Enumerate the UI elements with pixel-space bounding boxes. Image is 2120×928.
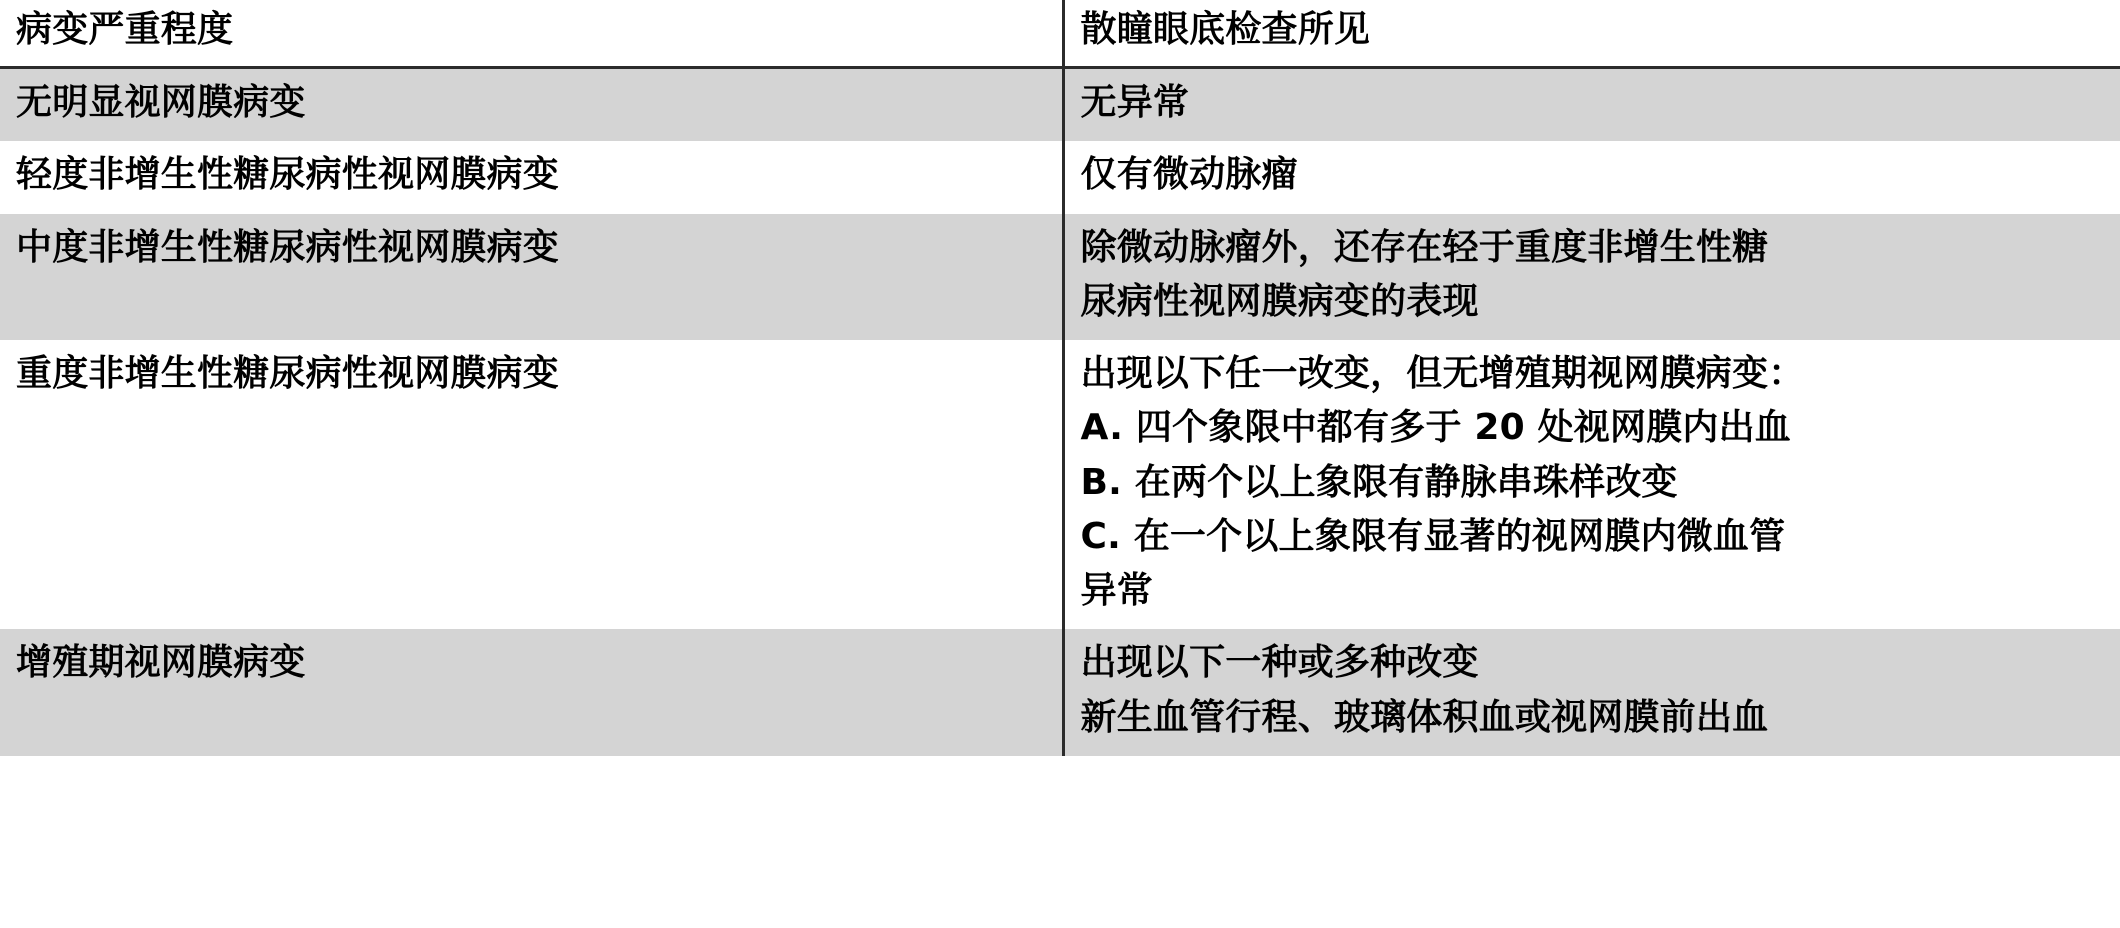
severity-line: 重度非增生性糖尿病性视网膜病变: [16, 353, 560, 395]
findings-line: C. 在一个以上象限有显著的视网膜内微血管: [1080, 515, 1786, 557]
cell-severity: [0, 214, 1063, 340]
cell-findings: [1063, 340, 2120, 629]
findings-line: 异常: [1080, 570, 1153, 612]
severity-line: 轻度非增生性糖尿病性视网膜病变: [16, 154, 560, 196]
severity-line: 中度非增生性糖尿病性视网膜病变: [16, 226, 560, 268]
cell-severity: [0, 68, 1063, 142]
findings-line: 新生血管行程、玻璃体积血或视网膜前出血: [1080, 696, 1769, 738]
cell-findings: [1063, 214, 2120, 340]
findings-line: A. 四个象限中都有多于 20 处视网膜内出血: [1080, 407, 1792, 449]
findings-line: 出现以下任一改变，但无增殖期视网膜病变：: [1080, 353, 1805, 395]
severity-line: 增殖期视网膜病变: [16, 642, 306, 684]
column-header-findings: [1063, 0, 2120, 68]
findings-line: 无异常: [1080, 82, 1190, 124]
findings-line: 除微动脉瘤外，还存在轻于重度非增生性糖: [1080, 226, 1769, 268]
table-header-row: [0, 0, 2120, 68]
table-row: [0, 141, 2120, 213]
findings-line: B. 在两个以上象限有静脉串珠样改变: [1080, 461, 1678, 503]
column-header-severity: [0, 0, 1063, 68]
cell-findings: [1063, 68, 2120, 142]
findings-line: 仅有微动脉瘤: [1080, 154, 1298, 196]
table-row: [0, 340, 2120, 629]
findings-line: 出现以下一种或多种改变: [1080, 642, 1479, 684]
cell-severity: [0, 340, 1063, 629]
column-header-findings-text: 散瞳眼底检查所见: [1080, 9, 1371, 50]
table-row: [0, 629, 2120, 755]
table-row: [0, 214, 2120, 340]
findings-line: 尿病性视网膜病变的表现: [1080, 280, 1479, 322]
severity-line: 无明显视网膜病变: [16, 82, 306, 124]
column-header-severity-text: 病变严重程度: [16, 9, 234, 50]
cell-findings: [1063, 141, 2120, 213]
table-row: [0, 68, 2120, 142]
cell-findings: [1063, 629, 2120, 755]
cell-severity: [0, 629, 1063, 755]
cell-severity: [0, 141, 1063, 213]
